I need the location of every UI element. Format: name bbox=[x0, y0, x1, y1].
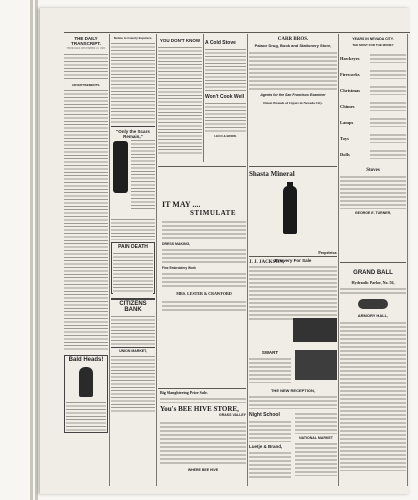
list-item bbox=[340, 146, 406, 162]
text-block bbox=[340, 321, 406, 471]
text-block bbox=[162, 300, 246, 312]
list-item bbox=[340, 130, 406, 146]
lester-crawford-title: MRS. LESTER & CRAWFORD bbox=[176, 291, 232, 296]
jackson-name: J. J. JACKSON, bbox=[249, 260, 285, 265]
dressmaking-title: DRESS MAKING, bbox=[162, 242, 191, 246]
bee-hive-ad bbox=[160, 390, 246, 486]
list-item-label: Dolls bbox=[340, 151, 350, 157]
text-block bbox=[64, 89, 108, 351]
column-1 bbox=[64, 34, 108, 486]
ad-title: Bald Heads! bbox=[68, 357, 104, 364]
list-item-label: Fireworks bbox=[340, 71, 360, 77]
scars-title: "Only the Scars Remain," bbox=[116, 129, 150, 139]
text-block bbox=[249, 51, 337, 91]
pain-death-ad bbox=[111, 242, 155, 294]
list-item-label: Chimes bbox=[340, 103, 355, 109]
text-block bbox=[340, 175, 406, 209]
armory-hall: ARMORY HALL, bbox=[357, 313, 389, 318]
text-block bbox=[370, 69, 406, 79]
text-block bbox=[205, 48, 246, 92]
text-block bbox=[370, 117, 406, 127]
text-block bbox=[370, 133, 406, 143]
text-block bbox=[162, 248, 246, 264]
text-block bbox=[340, 287, 406, 295]
text-block bbox=[66, 401, 106, 431]
finest-cigars: Finest Brands of Cigars in Nevada City. bbox=[263, 101, 323, 105]
market-ad bbox=[111, 347, 155, 413]
column-rule bbox=[407, 34, 408, 486]
slaughter-sale: Big Slaughtering Prize Sale. bbox=[160, 390, 208, 395]
list-item-label: Hawkeyes bbox=[340, 55, 360, 61]
text-block bbox=[113, 252, 153, 294]
dont-know-ad bbox=[158, 34, 202, 162]
grand-ball-ad bbox=[340, 266, 406, 471]
section-heading: ADVERTISEMENTS. bbox=[71, 83, 101, 88]
swart-title: SWART bbox=[261, 350, 279, 355]
shasta-title: Shasta Mineral bbox=[249, 170, 295, 178]
where-bee-hive: WHERE BEE HIVE bbox=[187, 468, 219, 472]
column-5 bbox=[340, 34, 406, 486]
column-2 bbox=[111, 34, 155, 486]
cook-well-title: Won't Cook Well bbox=[205, 94, 245, 100]
product-list bbox=[340, 50, 406, 162]
bottle-image bbox=[113, 141, 128, 193]
column-3 bbox=[158, 34, 246, 486]
bald-heads-ad bbox=[64, 355, 108, 433]
page-edge bbox=[30, 0, 33, 500]
text-block bbox=[370, 149, 406, 159]
text-block bbox=[295, 412, 337, 434]
list-item-label: Toys bbox=[340, 135, 349, 141]
grass-valley: GRASS VALLEY bbox=[219, 413, 246, 417]
bottle-neck bbox=[287, 182, 293, 188]
hydraulic-parlor: Hydraulic Parlor, No. 56, bbox=[351, 280, 395, 285]
column-rule bbox=[109, 34, 110, 486]
cold-stove-title: A Cold Stove bbox=[205, 40, 236, 46]
scars-ad bbox=[111, 126, 155, 216]
market-title: UNION MARKET, bbox=[119, 349, 147, 353]
section-rule bbox=[158, 166, 246, 167]
text-block bbox=[64, 53, 108, 81]
column-4 bbox=[249, 34, 337, 486]
list-item bbox=[340, 82, 406, 98]
brewery-title: Brewery For Sale bbox=[274, 258, 312, 263]
embroidery-title: Fine Embroidery Work bbox=[162, 266, 196, 270]
text-block bbox=[111, 218, 155, 240]
swart-ad bbox=[249, 350, 291, 383]
text-block bbox=[370, 85, 406, 95]
national-market-title: NATIONAL MARKET bbox=[299, 436, 333, 440]
turner-name: GEORGE E. TURNER, bbox=[354, 211, 392, 215]
cold-stove-ad bbox=[205, 34, 246, 162]
section-rule bbox=[249, 256, 337, 257]
masthead: THE DAILY TRANSCRIPT. bbox=[71, 36, 101, 46]
it-may-title: IT MAY .... bbox=[162, 200, 201, 209]
text-block bbox=[370, 101, 406, 111]
stoves-title: Stoves bbox=[366, 168, 380, 173]
bank-ad bbox=[111, 298, 155, 345]
text-block bbox=[131, 139, 155, 209]
notice-heading: Notice to County Inquirers. bbox=[113, 36, 153, 40]
bottle-image bbox=[283, 186, 297, 234]
dont-know-title: YOU DON'T KNOW bbox=[159, 38, 201, 43]
text-block bbox=[249, 451, 291, 479]
list-item-label: Lamps bbox=[340, 119, 354, 125]
grand-ball-title: GRAND BALL bbox=[353, 270, 393, 276]
night-school-ad bbox=[249, 412, 291, 479]
brewery-ad bbox=[249, 258, 337, 321]
text-block bbox=[162, 220, 246, 240]
newspaper-page bbox=[40, 8, 410, 494]
stimulate-ad bbox=[162, 200, 246, 350]
column-rule bbox=[247, 34, 248, 486]
text-block bbox=[295, 442, 337, 476]
page-edge bbox=[35, 0, 38, 500]
section-rule bbox=[158, 388, 246, 389]
decorative-ornament bbox=[358, 299, 388, 309]
palace-drug-title: Palace Drug, Book and Stationery Store, bbox=[254, 43, 332, 48]
top-rule bbox=[64, 32, 410, 33]
text-block bbox=[205, 102, 246, 132]
text-block bbox=[111, 355, 155, 413]
examiner-agents: Agents for the San Francisco Examiner bbox=[260, 93, 326, 97]
portrait-image bbox=[295, 350, 337, 380]
text-block bbox=[370, 53, 406, 63]
shop-illustration bbox=[293, 318, 337, 342]
text-block bbox=[249, 395, 337, 409]
text-block bbox=[160, 397, 246, 403]
bank-title: CITIZENS BANK bbox=[119, 301, 147, 313]
list-item bbox=[340, 114, 406, 130]
text-block bbox=[111, 315, 155, 345]
text-block bbox=[158, 46, 202, 156]
list-item bbox=[340, 50, 406, 66]
stimulate-title: STIMULATE bbox=[190, 209, 236, 217]
luetje-brand-title: Luetje & Brand, bbox=[249, 444, 283, 449]
proprietor-label: Proprietor. bbox=[318, 250, 337, 255]
text-block bbox=[249, 357, 291, 383]
column-rule bbox=[156, 34, 157, 486]
reception-ad bbox=[249, 388, 337, 409]
text-block bbox=[111, 42, 155, 124]
stove-signature: LECO & BROW. bbox=[214, 134, 237, 138]
text-block bbox=[160, 421, 246, 465]
list-item bbox=[340, 98, 406, 114]
bee-hive-store: You's BEE HIVE STORE, bbox=[160, 405, 239, 413]
text-block bbox=[249, 265, 337, 321]
pain-death-title: PAIN DEATH bbox=[118, 244, 148, 250]
column-rule bbox=[338, 34, 339, 486]
section-rule bbox=[340, 262, 406, 263]
list-item-label: Christmas bbox=[340, 87, 360, 93]
most-for-money: THE MOST FOR THE MONEY bbox=[352, 43, 394, 47]
column-rule bbox=[203, 34, 204, 162]
date-line: THURSDAY, DECEMBER 10, 1885. bbox=[66, 47, 106, 50]
years-heading: YEARS IN NEVADA CITY. bbox=[352, 37, 394, 41]
reception-title: THE NEW RECEPTION, bbox=[270, 388, 315, 393]
carr-bros-title: CARR BROS. bbox=[277, 37, 309, 42]
national-market-ad bbox=[295, 412, 337, 476]
section-rule bbox=[249, 166, 337, 167]
list-item bbox=[340, 66, 406, 82]
text-block bbox=[249, 420, 291, 442]
portrait-image bbox=[79, 367, 93, 397]
text-block bbox=[162, 272, 246, 288]
night-school-title: Night School bbox=[249, 412, 280, 418]
